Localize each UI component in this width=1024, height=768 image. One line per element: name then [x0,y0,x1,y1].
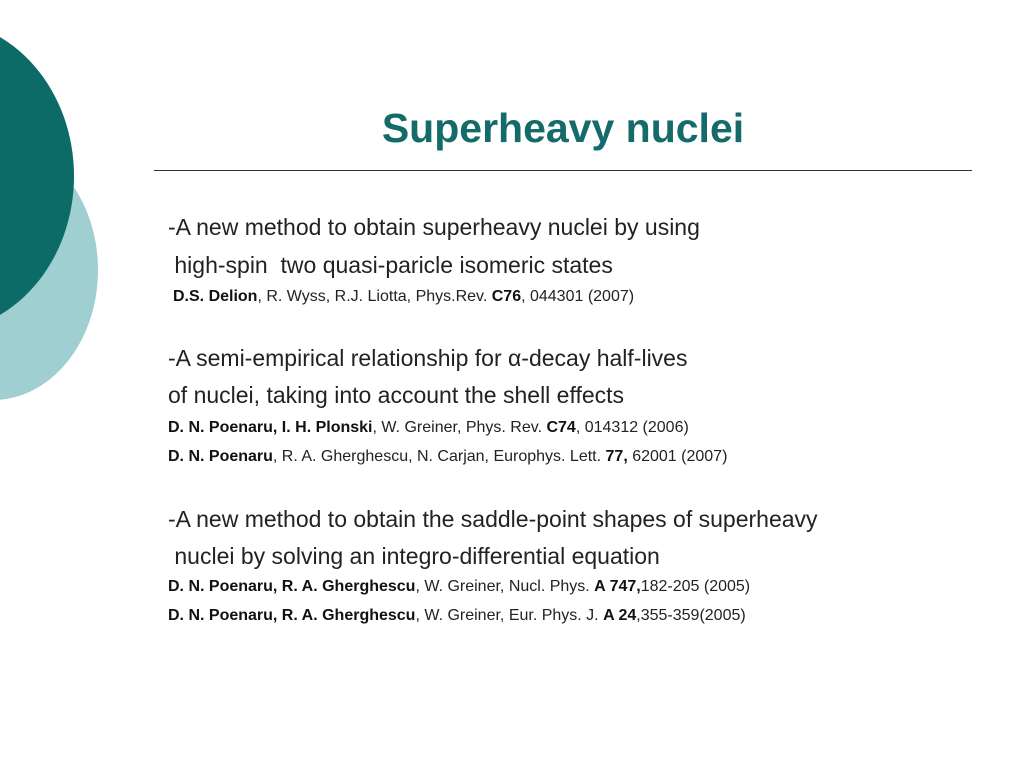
section-2-line-1: -A semi-empirical relationship for α-decay half-lives [168,345,688,371]
reference-volume: A 24 [603,607,637,624]
section-3-reference-2 [168,607,746,625]
section-3-reference-1 [168,578,750,596]
section-2-reference-1 [168,419,689,437]
reference-bold-authors: D. N. Poenaru [168,448,273,465]
reference-tail: , 014312 (2006) [575,419,689,436]
section-3-line-2: nuclei by solving an integro-differential equation [168,543,660,569]
reference-tail: , 044301 (2007) [521,288,635,305]
reference-authors: , W. Greiner, Nucl. Phys. [415,578,595,595]
reference-volume: C74 [546,419,576,436]
reference-authors: , W. Greiner, Eur. Phys. J. [415,607,604,624]
reference-bold-authors: D. N. Poenaru, R. A. Gherghescu [168,607,416,624]
slide-title: Superheavy nuclei [381,105,745,151]
reference-bold-authors: D.S. Delion [173,288,258,305]
reference-authors: , R. A. Gherghescu, N. Carjan, Europhys. Lett. [272,448,606,465]
title-divider [154,170,972,171]
section-1-line-2: high-spin two quasi-paricle isomeric states [168,252,613,278]
reference-volume: A 747, [594,578,641,595]
reference-bold-authors: D. N. Poenaru, R. A. Gherghescu [168,578,416,595]
section-1-reference-1 [173,288,634,306]
section-3-line-1: -A new method to obtain the saddle-point shapes of superheavy [168,506,818,532]
section-2-line-2: of nuclei, taking into account the shell effects [168,382,625,408]
section-1-line-1: -A new method to obtain superheavy nuclei by using [168,214,700,240]
reference-volume: C76 [491,288,522,305]
reference-authors: , R. Wyss, R.J. Liotta, Phys.Rev. [257,288,492,305]
reference-authors: , W. Greiner, Phys. Rev. [372,419,547,436]
reference-volume: 77, [605,448,628,465]
reference-tail: 182-205 (2005) [640,578,751,595]
section-2-reference-2 [168,448,727,466]
reference-tail: ,355-359(2005) [636,607,746,624]
reference-tail: 62001 (2007) [627,448,728,465]
reference-bold-authors: D. N. Poenaru, I. H. Plonski [168,419,373,436]
